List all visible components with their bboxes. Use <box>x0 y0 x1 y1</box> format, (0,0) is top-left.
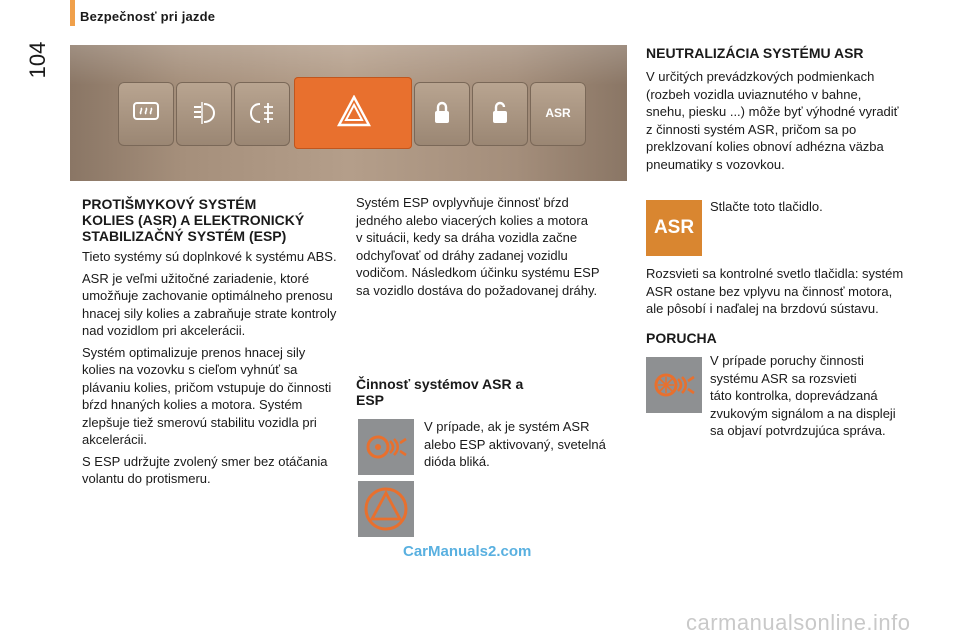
asr-button-tile <box>646 200 702 256</box>
asr-fault-icon <box>646 357 702 413</box>
asr-button <box>530 82 586 146</box>
paragraph: ASR je veľmi užitočné zariadenie, ktoré umožňuje zachovanie optimálneho prenosu hnacej sily kolies a zabraňuje strate kontroly nad vozidlom pri akcelerácii. <box>82 270 337 338</box>
heading-line: PROTIŠMYKOVÝ SYSTÉM <box>82 196 257 212</box>
rear-fog-icon <box>248 100 276 126</box>
heading-line: KOLIES (ASR) A ELEKTRONICKÝ <box>82 212 305 228</box>
hazard-triangle-icon <box>337 95 371 127</box>
middle-subheading: Činnosť systémov ASR a ESP <box>356 376 524 408</box>
unlock-icon <box>486 100 514 126</box>
left-body-text <box>82 248 352 488</box>
right-body-text: V určitých prevádzkových podmienkach (rozbeh vozidla uviaznutého v bahne, snehu, piesku ...) môže byť výhodné vyradiť z činnosti systém ASR, pričom sa po preklzovaní kolies obnoví adhézna väzba pneumatiky s vozovkou. <box>646 69 899 172</box>
esp-triangle-light-tile <box>358 481 414 537</box>
rear-defrost-icon <box>132 100 160 126</box>
esp-warning-light-tile <box>358 419 414 475</box>
heading-line: STABILIZAČNÝ SYSTÉM (ESP) <box>82 228 287 244</box>
footer-watermark: carmanualsonline.info <box>686 610 911 635</box>
carmanuals-watermark: CarManuals2.com <box>403 543 532 560</box>
hazard-warning-button <box>294 77 412 149</box>
press-button-text: Stlačte toto tlačidlo. <box>710 199 823 214</box>
fault-text: V prípade poruchy činnosti systému ASR sa rozsvieti táto kontrolka, doprevádzaná zvukovým signálom a na displeji sa objaví potvrdzujúca správa. <box>710 353 896 438</box>
central-lock-button <box>414 82 470 146</box>
front-fog-icon <box>190 100 218 126</box>
dashboard-switch-panel-photo <box>70 45 627 181</box>
right-body-text-2: Rozsvieti sa kontrolné svetlo tlačidla: systém ASR ostane bez vplyvu na činnosť motora, ale pôsobí i naďalej na brzdovú sústavu. <box>646 266 904 316</box>
lock-icon <box>428 100 456 126</box>
left-section-heading <box>82 196 342 244</box>
esp-blink-text: V prípade, ak je systém ASR alebo ESP aktivovaný, svetelná dióda bliká. <box>424 419 606 469</box>
page-number: 104 <box>25 41 50 79</box>
paragraph: S ESP udržujte zvolený smer bez otáčania volantu do protismeru. <box>82 453 328 486</box>
esp-triangle-icon <box>358 481 414 537</box>
rear-fog-button <box>234 82 290 146</box>
section-title: Bezpečnosť pri jazde <box>80 9 216 24</box>
right-section-heading: NEUTRALIZÁCIA SYSTÉMU ASR <box>646 45 864 61</box>
central-unlock-button <box>472 82 528 146</box>
esp-skid-icon <box>358 419 414 475</box>
paragraph: Tieto systémy sú doplnkové k systému ABS. <box>82 249 337 264</box>
fault-heading: PORUCHA <box>646 330 717 346</box>
asr-fault-light-tile <box>646 357 702 413</box>
asr-button-label: ASR <box>545 106 571 120</box>
rear-defrost-button <box>118 82 174 146</box>
header-accent-bar <box>70 0 75 26</box>
middle-body-text: Systém ESP ovplyvňuje činnosť bŕzd jedného alebo viacerých kolies a motora v situácii, kedy sa dráha vozidla začne odchyľovať od dráhy zadanej vozidlu vodičom. Následkom účinku systému ESP sa vozidlo dostáva do požadovanej dráhy. <box>356 195 600 298</box>
paragraph: Systém optimalizuje prenos hnacej sily kolies na vozovku s cieľom vyhnúť sa plávaniu kolies, pričom vstupuje do činnosti bŕzd hnaných kolies a motora. Systém zlepšuje tiež smerovú stabilitu vozidla pri akcelerácii. <box>82 344 332 447</box>
asr-tile-label: ASR <box>653 217 695 238</box>
front-fog-button <box>176 82 232 146</box>
